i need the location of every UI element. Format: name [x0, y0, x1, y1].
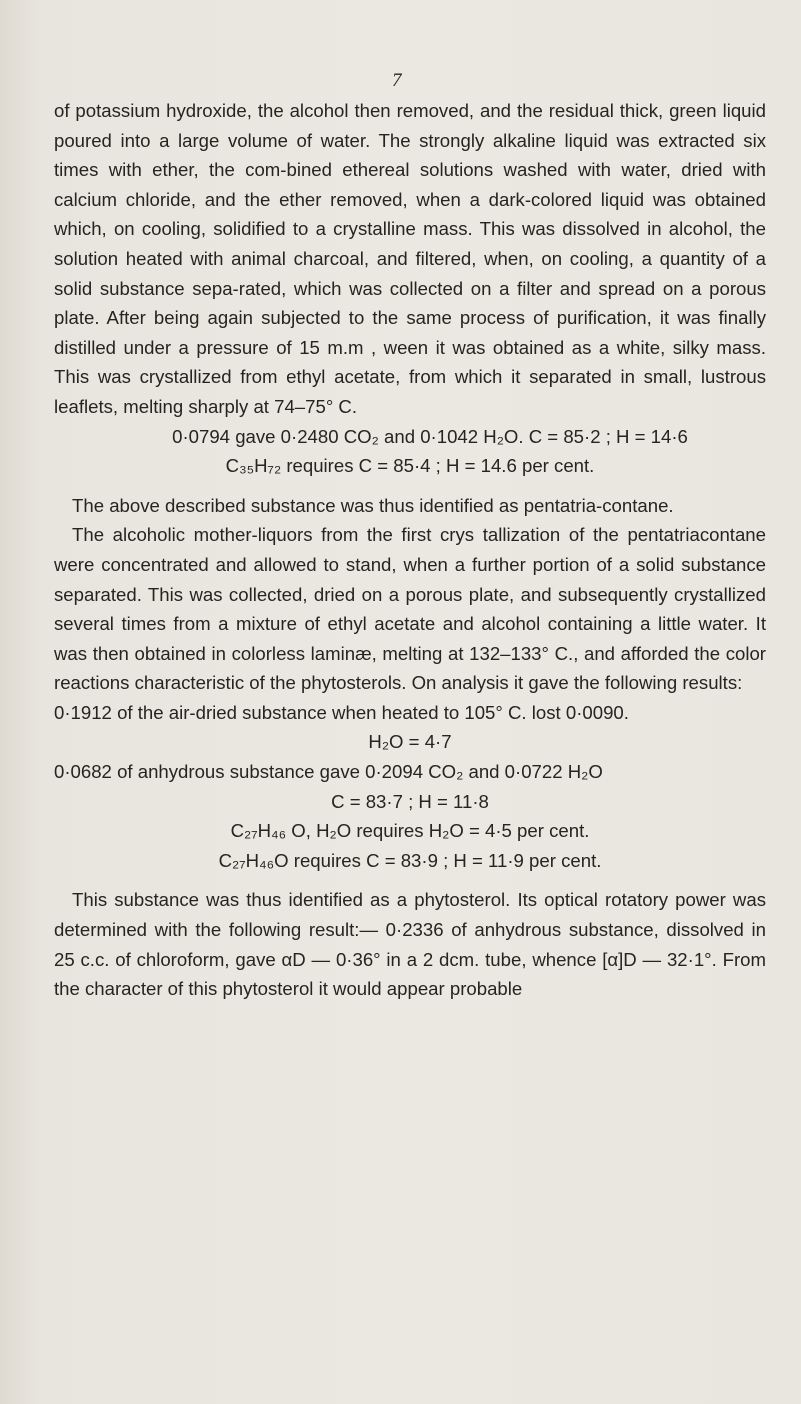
analysis-2-line-5: C₂₇H₄₆ O, H₂O requires H₂O = 4·5 per cent. [230, 820, 590, 842]
analysis-2-line-2: H₂O = 4·7 [368, 731, 452, 753]
paragraph-1: of potassium hydroxide, the alcohol then removed, and the residual thick, green liquid poured into a large volume of water. The strongly alkaline liquid was extracted six times with ether, the com-bined ethereal solutions washed with water, dried with calcium chloride, and the ether removed, when a dark-colored liquid was obtained which, on cooling, solidified to a crystalline mass. This was dissolved in alcohol, the solution heated with animal charcoal, and filtered, when, on cooling, a quantity of a solid substance sepa-rated, which was collected on a filter and spread on a porous plate. After being again subjected to the same process of purification, it was finally distilled under a pressure of 15 m.m , ween it was obtained as a white, silky mass. This was crystallized from ethyl acetate, from which it separated in small, lustrous leaflets, melting sharply at 74–75° C. [54, 100, 766, 417]
paragraph-2: The above described substance was thus identified as pentatria-contane. [72, 494, 674, 516]
analysis-1-line-2: C₃₅H₇₂ requires C = 85·4 ; H = 14.6 per cent. [225, 455, 595, 477]
page-number: 7 [392, 70, 402, 91]
analysis-2-line-1: 0·1912 of the air-dried substance when heated to 105° C. lost 0·0090. [54, 701, 629, 723]
body-text [54, 96, 766, 1004]
paragraph-4: This substance was thus identified as a phytosterol. Its optical rotatory power was determined with the following result:— 0·2336 of anhydrous substance, dissolved in 25 c.c. of chloroform, gave αD — 0·36° in a 2 dcm. tube, whence [α]D — 32·1°. From the character of this phytosterol it would appear probable [54, 889, 766, 1000]
analysis-2-line-6: C₂₇H₄₆O requires C = 83·9 ; H = 11·9 per cent. [218, 849, 602, 871]
analysis-2-line-4: C = 83·7 ; H = 11·8 [331, 790, 489, 812]
paragraph-3: The alcoholic mother-liquors from the first crys tallization of the pentatriacontane were concentrated and allowed to stand, when a further portion of a solid substance separated. This was collected, dried on a porous plate, and subsequently crystallized several times from a mixture of ethyl acetate and alcohol containing a little water. It was then obtained in colorless laminæ, melting at 132–133° C., and afforded the color reactions characteristic of the phytosterols. On analysis it gave the following results: [54, 524, 766, 694]
analysis-1-line-1: 0·0794 gave 0·2480 CO₂ and 0·1042 H₂O. C = 85·2 ; H = 14·6 [172, 425, 688, 447]
analysis-2-line-3: 0·0682 of anhydrous substance gave 0·2094 CO₂ and 0·0722 H₂O [54, 761, 603, 783]
